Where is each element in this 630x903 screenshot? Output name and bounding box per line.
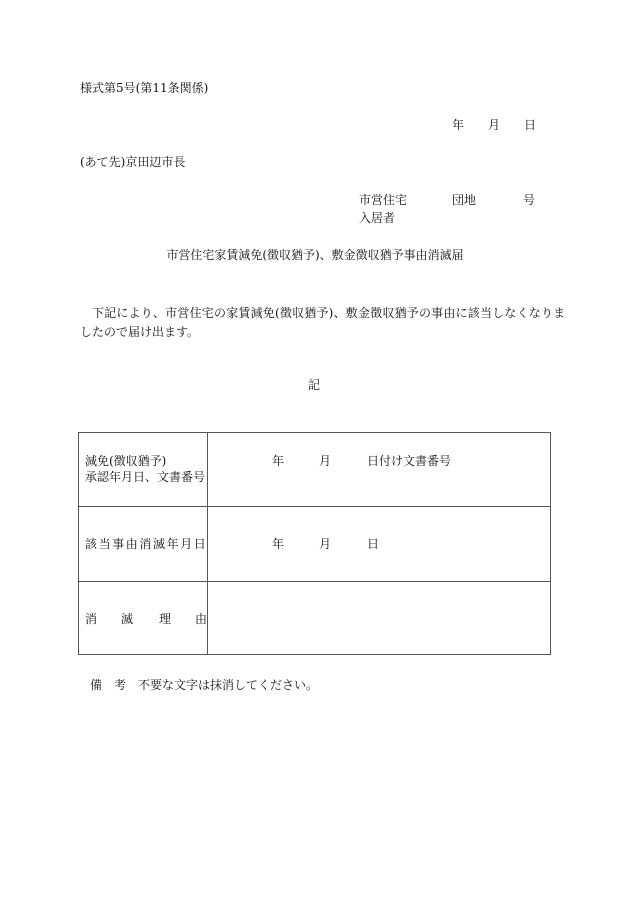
date-year: 年 bbox=[452, 118, 465, 132]
addressee: (あて先)京田辺市長 bbox=[80, 155, 186, 169]
note-text: 不要な文字は抹消してください。 bbox=[138, 678, 319, 692]
form-number: 様式第5号(第11条関係) bbox=[80, 81, 209, 95]
ki-heading: 記 bbox=[308, 378, 321, 392]
reason-label-char: 消 bbox=[85, 612, 98, 626]
details-table bbox=[78, 432, 551, 655]
reason-label-char: 由 bbox=[195, 612, 208, 626]
extinction-year: 年 bbox=[272, 537, 285, 551]
reason-label-char: 理 bbox=[159, 612, 172, 626]
number-label: 号 bbox=[523, 193, 536, 207]
note-label-2: 考 bbox=[114, 678, 127, 692]
resident-label: 入居者 bbox=[359, 211, 396, 225]
approval-month: 月 bbox=[319, 454, 332, 468]
date-day: 日 bbox=[524, 118, 537, 132]
date-month: 月 bbox=[488, 118, 501, 132]
reason-label-char: 滅 bbox=[121, 612, 134, 626]
approval-label-1: 減免(徴収猶予) bbox=[85, 454, 167, 468]
body-line-1: 下記により、市営住宅の家賃減免(徴収猶予)、敷金徴収猶予の事由に該当しなくなりま bbox=[92, 306, 566, 320]
extinction-day: 日 bbox=[367, 537, 380, 551]
row-divider bbox=[79, 506, 550, 507]
extinction-month: 月 bbox=[319, 537, 332, 551]
document-title: 市営住宅家賃減免(徴収猶予)、敷金徴収猶予事由消滅届 bbox=[166, 248, 464, 262]
approval-docnum: 日付け文書番号 bbox=[367, 454, 452, 468]
approval-year: 年 bbox=[272, 454, 285, 468]
note-label-1: 備 bbox=[90, 678, 103, 692]
body-line-2: したので届け出ます。 bbox=[80, 325, 200, 339]
housing-label: 市営住宅 bbox=[359, 193, 408, 207]
complex-label: 団地 bbox=[452, 193, 477, 207]
row-divider bbox=[79, 581, 550, 582]
extinction-date-label: 該当事由消滅年月日 bbox=[85, 537, 208, 551]
approval-label-2: 承認年月日、文書番号 bbox=[85, 470, 206, 484]
